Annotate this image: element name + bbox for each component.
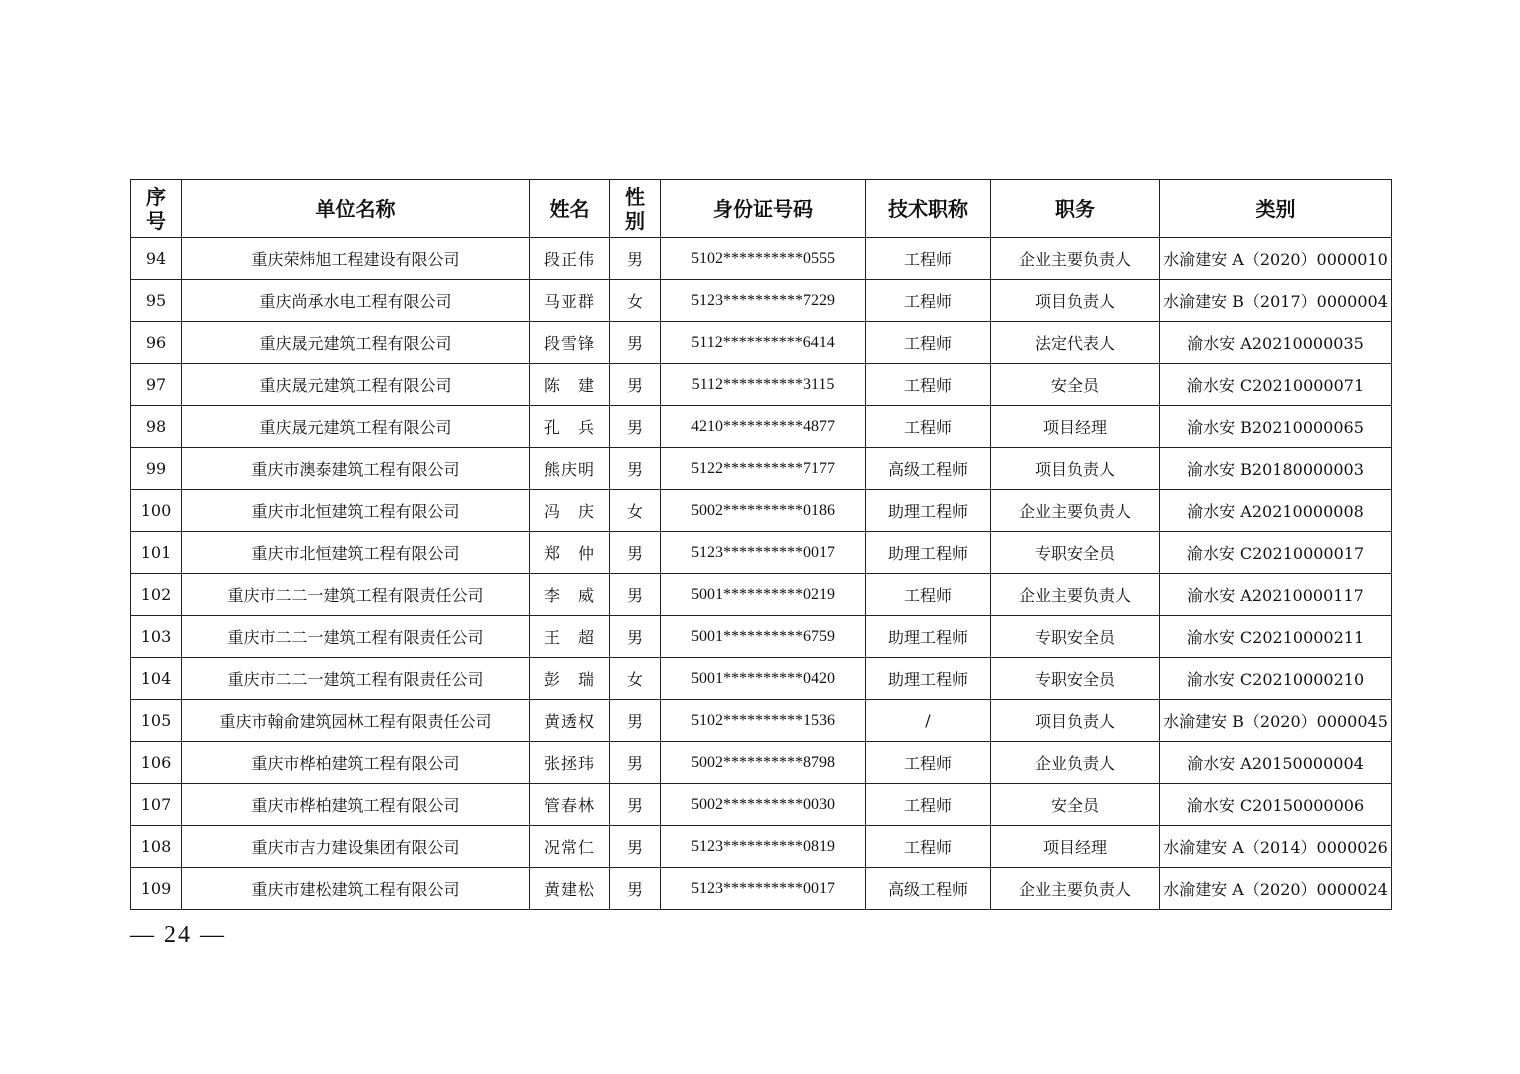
cell-category: 水渝建安 B（2017）0000004 <box>1160 280 1392 322</box>
cell-gender: 男 <box>610 448 661 490</box>
header-title: 技术职称 <box>866 180 991 238</box>
cell-unit: 重庆市桦柏建筑工程有限公司 <box>182 784 530 826</box>
cell-category: 渝水安 A20150000004 <box>1160 742 1392 784</box>
cell-id-number: 5123**********7229 <box>661 280 866 322</box>
cell-name: 黄建松 <box>530 868 610 910</box>
cell-name: 熊庆明 <box>530 448 610 490</box>
cell-index: 108 <box>131 826 182 868</box>
cell-unit: 重庆市吉力建设集团有限公司 <box>182 826 530 868</box>
table-row <box>131 238 1392 280</box>
cell-name: 郑 仲 <box>530 532 610 574</box>
cell-unit: 重庆市二二一建筑工程有限责任公司 <box>182 616 530 658</box>
table-row <box>131 826 1392 868</box>
cell-id-number: 4210**********4877 <box>661 406 866 448</box>
cell-position: 专职安全员 <box>991 616 1160 658</box>
cell-category: 渝水安 A20210000117 <box>1160 574 1392 616</box>
cell-unit: 重庆市桦柏建筑工程有限公司 <box>182 742 530 784</box>
cell-position: 企业主要负责人 <box>991 868 1160 910</box>
cell-id-number: 5123**********0017 <box>661 868 866 910</box>
cell-id-number: 5002**********0030 <box>661 784 866 826</box>
cell-position: 安全员 <box>991 364 1160 406</box>
cell-position: 项目负责人 <box>991 280 1160 322</box>
header-gender: 性 别 <box>610 180 661 238</box>
cell-name: 况常仁 <box>530 826 610 868</box>
cell-position: 法定代表人 <box>991 322 1160 364</box>
cell-category: 渝水安 A20210000008 <box>1160 490 1392 532</box>
cell-category: 水渝建安 A（2020）0000010 <box>1160 238 1392 280</box>
table-row <box>131 616 1392 658</box>
table-row <box>131 742 1392 784</box>
cell-index: 105 <box>131 700 182 742</box>
table-row <box>131 280 1392 322</box>
table-row <box>131 784 1392 826</box>
cell-position: 企业主要负责人 <box>991 238 1160 280</box>
cell-unit: 重庆市二二一建筑工程有限责任公司 <box>182 658 530 700</box>
header-category: 类别 <box>1160 180 1392 238</box>
cell-index: 107 <box>131 784 182 826</box>
cell-position: 专职安全员 <box>991 658 1160 700</box>
cell-index: 104 <box>131 658 182 700</box>
cell-gender: 男 <box>610 616 661 658</box>
cell-gender: 男 <box>610 700 661 742</box>
cell-name: 段正伟 <box>530 238 610 280</box>
cell-title: / <box>866 700 991 742</box>
table-row <box>131 658 1392 700</box>
cell-name: 李 威 <box>530 574 610 616</box>
cell-id-number: 5102**********0555 <box>661 238 866 280</box>
cell-category: 水渝建安 A（2020）0000024 <box>1160 868 1392 910</box>
cell-title: 工程师 <box>866 784 991 826</box>
header-row <box>131 180 1392 238</box>
cell-title: 工程师 <box>866 826 991 868</box>
cell-category: 渝水安 C20210000210 <box>1160 658 1392 700</box>
cell-gender: 女 <box>610 658 661 700</box>
cell-index: 98 <box>131 406 182 448</box>
cell-title: 助理工程师 <box>866 532 991 574</box>
cell-gender: 男 <box>610 868 661 910</box>
cell-unit: 重庆市二二一建筑工程有限责任公司 <box>182 574 530 616</box>
cell-position: 企业主要负责人 <box>991 490 1160 532</box>
cell-gender: 女 <box>610 280 661 322</box>
cell-gender: 男 <box>610 238 661 280</box>
cell-name: 段雪锋 <box>530 322 610 364</box>
header-unit: 单位名称 <box>182 180 530 238</box>
cell-name: 张拯玮 <box>530 742 610 784</box>
cell-id-number: 5122**********7177 <box>661 448 866 490</box>
page-number: — 24 — <box>130 922 226 948</box>
cell-index: 100 <box>131 490 182 532</box>
cell-index: 101 <box>131 532 182 574</box>
cell-category: 渝水安 B20210000065 <box>1160 406 1392 448</box>
cell-title: 工程师 <box>866 742 991 784</box>
cell-position: 项目负责人 <box>991 700 1160 742</box>
cell-id-number: 5002**********0186 <box>661 490 866 532</box>
cell-id-number: 5123**********0017 <box>661 532 866 574</box>
cell-index: 95 <box>131 280 182 322</box>
cell-unit: 重庆市翰俞建筑园林工程有限责任公司 <box>182 700 530 742</box>
cell-unit: 重庆市北恒建筑工程有限公司 <box>182 490 530 532</box>
cell-index: 96 <box>131 322 182 364</box>
cell-name: 黄透权 <box>530 700 610 742</box>
cell-category: 渝水安 C20210000211 <box>1160 616 1392 658</box>
cell-title: 助理工程师 <box>866 490 991 532</box>
cell-title: 助理工程师 <box>866 658 991 700</box>
cell-title: 工程师 <box>866 238 991 280</box>
table-row <box>131 322 1392 364</box>
header-index: 序 号 <box>131 180 182 238</box>
cell-title: 工程师 <box>866 364 991 406</box>
table-row <box>131 490 1392 532</box>
cell-unit: 重庆晟元建筑工程有限公司 <box>182 364 530 406</box>
cell-index: 94 <box>131 238 182 280</box>
cell-id-number: 5123**********0819 <box>661 826 866 868</box>
cell-id-number: 5112**********6414 <box>661 322 866 364</box>
cell-title: 工程师 <box>866 574 991 616</box>
cell-unit: 重庆荣炜旭工程建设有限公司 <box>182 238 530 280</box>
cell-gender: 女 <box>610 490 661 532</box>
cell-position: 安全员 <box>991 784 1160 826</box>
cell-gender: 男 <box>610 406 661 448</box>
header-name: 姓名 <box>530 180 610 238</box>
cell-name: 王 超 <box>530 616 610 658</box>
cell-position: 项目经理 <box>991 826 1160 868</box>
cell-index: 102 <box>131 574 182 616</box>
cell-title: 高级工程师 <box>866 448 991 490</box>
cell-name: 陈 建 <box>530 364 610 406</box>
cell-id-number: 5001**********0420 <box>661 658 866 700</box>
cell-category: 渝水安 B20180000003 <box>1160 448 1392 490</box>
cell-unit: 重庆晟元建筑工程有限公司 <box>182 322 530 364</box>
cell-index: 97 <box>131 364 182 406</box>
header-position: 职务 <box>991 180 1160 238</box>
cell-id-number: 5001**********0219 <box>661 574 866 616</box>
table-row <box>131 574 1392 616</box>
cell-gender: 男 <box>610 322 661 364</box>
cell-title: 工程师 <box>866 280 991 322</box>
table-row <box>131 406 1392 448</box>
cell-category: 水渝建安 A（2014）0000026 <box>1160 826 1392 868</box>
cell-gender: 男 <box>610 826 661 868</box>
cell-name: 管春林 <box>530 784 610 826</box>
cell-unit: 重庆市建松建筑工程有限公司 <box>182 868 530 910</box>
cell-name: 马亚群 <box>530 280 610 322</box>
table-row <box>131 700 1392 742</box>
cell-title: 工程师 <box>866 322 991 364</box>
cell-name: 彭 瑞 <box>530 658 610 700</box>
header-id-number: 身份证号码 <box>661 180 866 238</box>
cell-unit: 重庆市澳泰建筑工程有限公司 <box>182 448 530 490</box>
cell-unit: 重庆尚承水电工程有限公司 <box>182 280 530 322</box>
cell-gender: 男 <box>610 784 661 826</box>
cell-id-number: 5102**********1536 <box>661 700 866 742</box>
cell-position: 项目负责人 <box>991 448 1160 490</box>
table-body <box>131 238 1392 910</box>
table-row <box>131 448 1392 490</box>
cell-index: 99 <box>131 448 182 490</box>
personnel-table <box>130 179 1392 910</box>
cell-position: 企业负责人 <box>991 742 1160 784</box>
cell-title: 助理工程师 <box>866 616 991 658</box>
cell-gender: 男 <box>610 532 661 574</box>
cell-gender: 男 <box>610 574 661 616</box>
cell-category: 渝水安 C20210000017 <box>1160 532 1392 574</box>
cell-category: 渝水安 C20150000006 <box>1160 784 1392 826</box>
cell-position: 项目经理 <box>991 406 1160 448</box>
cell-category: 渝水安 C20210000071 <box>1160 364 1392 406</box>
table-row <box>131 364 1392 406</box>
cell-name: 冯 庆 <box>530 490 610 532</box>
cell-id-number: 5001**********6759 <box>661 616 866 658</box>
cell-category: 渝水安 A20210000035 <box>1160 322 1392 364</box>
cell-gender: 男 <box>610 742 661 784</box>
cell-name: 孔 兵 <box>530 406 610 448</box>
cell-title: 高级工程师 <box>866 868 991 910</box>
cell-id-number: 5002**********8798 <box>661 742 866 784</box>
cell-title: 工程师 <box>866 406 991 448</box>
cell-position: 专职安全员 <box>991 532 1160 574</box>
cell-unit: 重庆市北恒建筑工程有限公司 <box>182 532 530 574</box>
cell-gender: 男 <box>610 364 661 406</box>
cell-category: 水渝建安 B（2020）0000045 <box>1160 700 1392 742</box>
cell-id-number: 5112**********3115 <box>661 364 866 406</box>
cell-unit: 重庆晟元建筑工程有限公司 <box>182 406 530 448</box>
cell-index: 106 <box>131 742 182 784</box>
table-row <box>131 868 1392 910</box>
table-row <box>131 532 1392 574</box>
cell-index: 103 <box>131 616 182 658</box>
cell-position: 企业主要负责人 <box>991 574 1160 616</box>
cell-index: 109 <box>131 868 182 910</box>
